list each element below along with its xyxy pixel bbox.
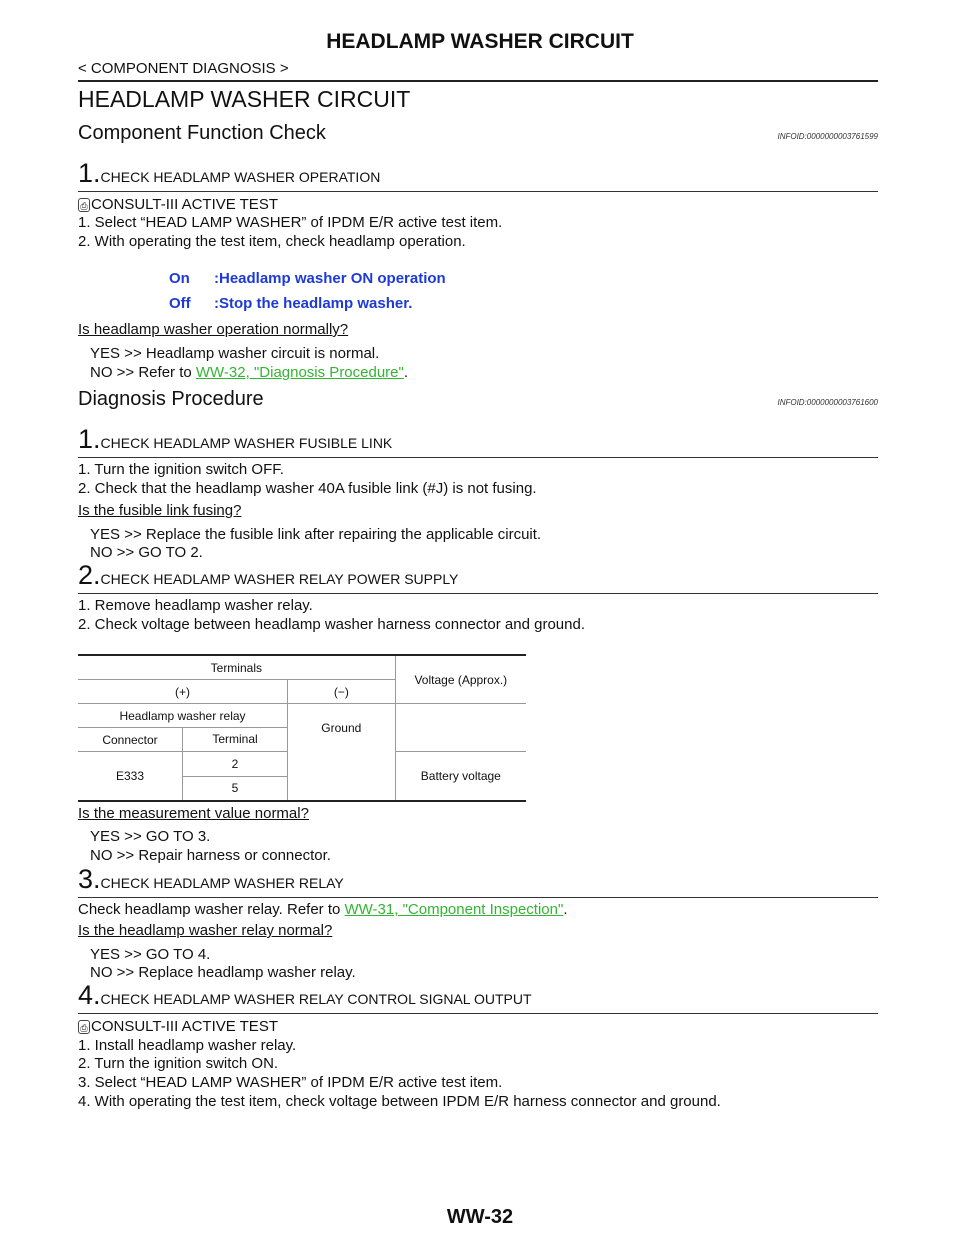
th-minus: (−): [288, 680, 396, 704]
dp-s2-instruction-1: 1. Remove headlamp washer relay.: [78, 597, 313, 614]
dp-s2-answer-yes: YES >> GO TO 3.: [90, 828, 211, 845]
dp-s1-answer-yes: YES >> Replace the fusible link after repairing the applicable circuit.: [90, 526, 542, 543]
component-inspection-link[interactable]: WW-31, "Component Inspection": [344, 901, 564, 918]
subsection-title: Component Function Check: [78, 122, 326, 144]
consult-tool-icon: ⎙: [78, 1020, 90, 1034]
breadcrumb: < COMPONENT DIAGNOSIS >: [78, 60, 289, 77]
dp-s2-question: Is the measurement value normal?: [78, 805, 309, 822]
consult-line: [78, 196, 278, 213]
spec-on-value: :Headlamp washer ON operation: [214, 270, 446, 287]
component-function-check-heading: [78, 122, 878, 145]
section-title: HEADLAMP WASHER CIRCUIT: [78, 86, 411, 112]
th-plus: (+): [78, 680, 288, 704]
question: Is headlamp washer operation normally?: [78, 321, 349, 338]
th-connector-terminal-row: [78, 728, 288, 752]
spec-off-value: :Stop the headlamp washer.: [214, 295, 413, 312]
header-divider: [78, 80, 878, 82]
diagnosis-procedure-link[interactable]: WW-32, "Diagnosis Procedure": [195, 364, 404, 381]
td-terminal-1: 2: [183, 752, 287, 777]
step-text: CHECK HEADLAMP WASHER RELAY: [100, 875, 344, 891]
step-number: 3.: [78, 864, 101, 894]
consult-label: CONSULT-III ACTIVE TEST: [91, 1018, 278, 1035]
step-number: 1.: [78, 424, 101, 454]
voltage-table: [78, 654, 526, 802]
td-terminal-2: 5: [231, 781, 239, 795]
consult-label: CONSULT-III ACTIVE TEST: [91, 196, 278, 213]
dp-step-2-heading: [78, 560, 878, 594]
step-number: 1.: [78, 158, 101, 188]
step-number: 4.: [78, 980, 101, 1010]
info-id: INFOID:0000000003761600: [777, 398, 878, 407]
dp-s1-answer-no: NO >> GO TO 2.: [90, 544, 203, 561]
th-relay: Headlamp washer relay: [78, 704, 288, 728]
dp-s1-instruction-1: 1. Turn the ignition switch OFF.: [78, 461, 284, 478]
step-1-heading: [78, 158, 878, 192]
th-voltage: Voltage (Approx.): [395, 655, 526, 704]
dp-s4-instruction-3: 3. Select “HEAD LAMP WASHER” of IPDM E/R active test item.: [78, 1074, 503, 1091]
dp-s4-instruction-1: 1. Install headlamp washer relay.: [78, 1037, 297, 1054]
instruction-1: 1. Select “HEAD LAMP WASHER” of IPDM E/R active test item.: [78, 214, 503, 231]
step-text: CHECK HEADLAMP WASHER OPERATION: [100, 169, 381, 185]
instruction-2: 2. With operating the test item, check headlamp operation.: [78, 233, 466, 250]
dp-s3-answer-yes: YES >> GO TO 4.: [90, 946, 211, 963]
td-empty: [395, 704, 526, 728]
td-ground: Ground: [288, 704, 396, 802]
consult-tool-icon: ⎙: [78, 198, 90, 212]
dp-step-1-heading: [78, 424, 878, 458]
th-connector: Connector: [102, 732, 158, 747]
step-text: CHECK HEADLAMP WASHER RELAY POWER SUPPLY: [100, 571, 459, 587]
dp-step-4-heading: [78, 980, 878, 1014]
info-id: INFOID:0000000003761599: [777, 132, 878, 141]
dp-s3-instruction: [78, 901, 568, 918]
diagnosis-procedure-heading: [78, 388, 878, 411]
td-connector-row: [78, 752, 288, 802]
dp-s1-instruction-2: 2. Check that the headlamp washer 40A fusible link (#J) is not fusing.: [78, 480, 537, 497]
dp-s4-instruction-2: 2. Turn the ignition switch ON.: [78, 1055, 279, 1072]
subsection-title: Diagnosis Procedure: [78, 388, 264, 410]
page-header-title: HEADLAMP WASHER CIRCUIT: [326, 30, 634, 53]
dp-s3-question: Is the headlamp washer relay normal?: [78, 922, 333, 939]
dp-s1-question: Is the fusible link fusing?: [78, 502, 242, 519]
spec-on-key: On: [169, 270, 190, 287]
th-terminal: Terminal: [182, 728, 287, 751]
page-number: WW-32: [446, 1206, 514, 1228]
answer-no-text: NO >> Refer to: [90, 364, 196, 381]
period: .: [563, 901, 568, 918]
period: .: [403, 364, 409, 381]
step-text: CHECK HEADLAMP WASHER FUSIBLE LINK: [100, 435, 393, 451]
td-connector-value: E333: [115, 769, 145, 783]
td-battery-voltage: Battery voltage: [395, 752, 526, 802]
answer-yes: YES >> Headlamp washer circuit is normal.: [90, 345, 380, 362]
step-text: CHECK HEADLAMP WASHER RELAY CONTROL SIGNAL OUTPUT: [100, 991, 532, 1007]
answer-no: [90, 364, 408, 381]
spec-off-key: Off: [169, 295, 191, 312]
dp-step-3-heading: [78, 864, 878, 898]
th-terminals: Terminals: [78, 655, 395, 680]
dp-s3-answer-no: NO >> Replace headlamp washer relay.: [90, 964, 356, 981]
dp-s2-answer-no: NO >> Repair harness or connector.: [90, 847, 331, 864]
step-number: 2.: [78, 560, 101, 590]
td-empty-2: [395, 728, 526, 752]
dp-s4-consult-line: [78, 1018, 278, 1035]
dp-s3-text: Check headlamp washer relay. Refer to: [78, 901, 345, 918]
dp-s4-instruction-4: 4. With operating the test item, check voltage between IPDM E/R harness connector and ground.: [78, 1093, 721, 1110]
dp-s2-instruction-2: 2. Check voltage between headlamp washer harness connector and ground.: [78, 616, 585, 633]
